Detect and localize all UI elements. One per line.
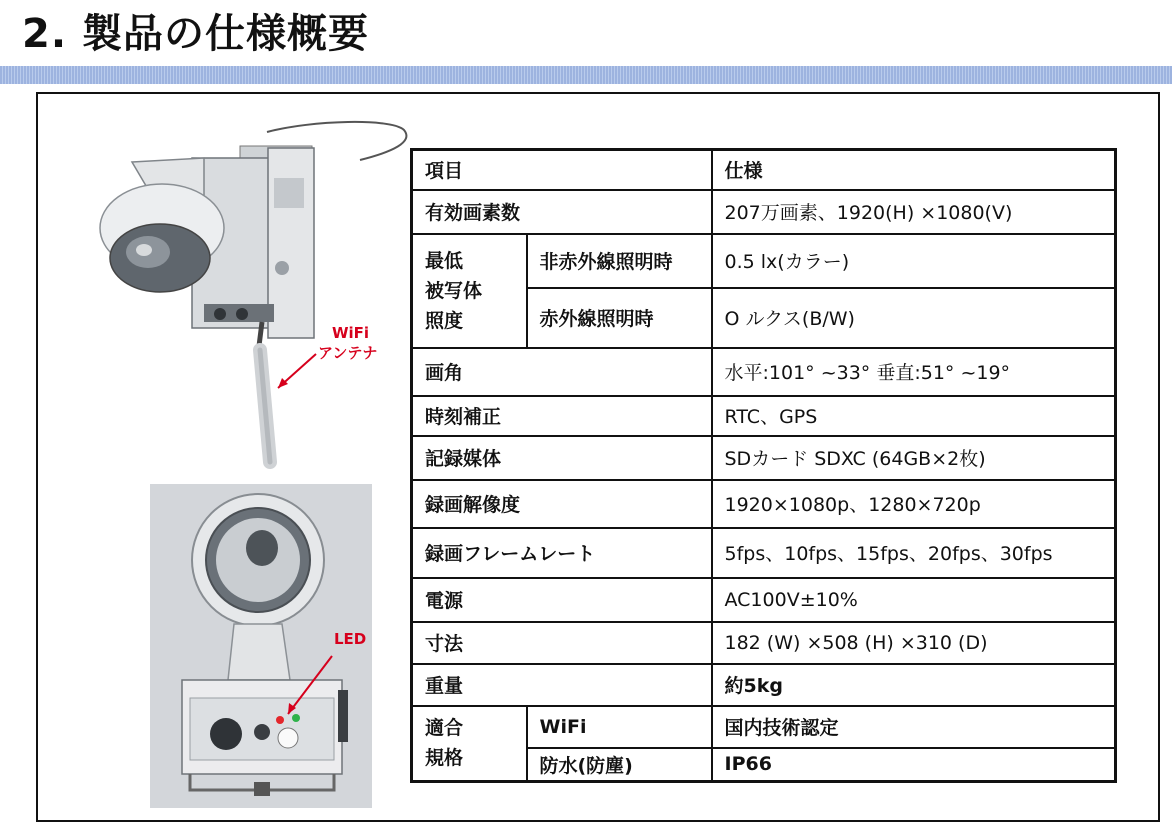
- row-label: 有効画素数: [412, 190, 712, 234]
- wifi-callout-label-line2: アンテナ: [318, 344, 378, 362]
- row-label: 重量: [412, 664, 712, 706]
- table-row: [412, 528, 1116, 578]
- row-label: 画角: [412, 348, 712, 396]
- row-value: O ルクス(B/W): [712, 288, 1116, 348]
- row-value: IP66: [712, 748, 1116, 782]
- spec-table: [410, 148, 1117, 783]
- illumination-label: [412, 234, 527, 348]
- table-row: [412, 664, 1116, 706]
- table-row: [412, 190, 1116, 234]
- row-value: 207万画素、1920(H) ×1080(V): [712, 190, 1116, 234]
- table-header-row: [412, 150, 1116, 190]
- page-title: 2. 製品の仕様概要: [22, 11, 369, 57]
- table-row: [412, 480, 1116, 528]
- row-value: RTC、GPS: [712, 396, 1116, 436]
- row-sublabel: 赤外線照明時: [527, 288, 712, 348]
- table-row: [412, 436, 1116, 480]
- standards-label-line2: 規格: [425, 747, 464, 770]
- row-label: 寸法: [412, 622, 712, 664]
- row-value: 国内技術認定: [712, 706, 1116, 748]
- row-value: 約5kg: [712, 664, 1116, 706]
- row-value: 0.5 lx(カラー): [712, 234, 1116, 288]
- row-label: 電源: [412, 578, 712, 622]
- row-value: 1920×1080p、1280×720p: [712, 480, 1116, 528]
- table-row: [412, 622, 1116, 664]
- row-value: 5fps、10fps、15fps、20fps、30fps: [712, 528, 1116, 578]
- row-label: 記録媒体: [412, 436, 712, 480]
- standards-label: [412, 706, 527, 782]
- table-row: [412, 578, 1116, 622]
- row-sublabel: 非赤外線照明時: [527, 234, 712, 288]
- table-row: [412, 706, 1116, 748]
- row-value: 水平:101° ~33° 垂直:51° ~19°: [712, 348, 1116, 396]
- row-value: 182 (W) ×508 (H) ×310 (D): [712, 622, 1116, 664]
- table-row: [412, 396, 1116, 436]
- illumination-label-line2: 被写体: [425, 279, 483, 302]
- wifi-callout-label-line1: WiFi: [332, 324, 370, 342]
- row-label: 録画解像度: [412, 480, 712, 528]
- row-value: AC100V±10%: [712, 578, 1116, 622]
- row-label: 時刻補正: [412, 396, 712, 436]
- row-value: SDカード SDXC (64GB×2枚): [712, 436, 1116, 480]
- led-callout-label: LED: [334, 630, 367, 648]
- illumination-label-line3: 照度: [425, 309, 464, 332]
- camera-illustration: [92, 118, 422, 478]
- row-label: 録画フレームレート: [412, 528, 712, 578]
- title-divider-band: [0, 66, 1172, 84]
- table-row: [412, 234, 1116, 288]
- header-item: 項目: [412, 150, 712, 190]
- table-row: [412, 348, 1116, 396]
- standards-label-line1: 適合: [425, 717, 464, 740]
- header-spec: 仕様: [712, 150, 1116, 190]
- row-sublabel: WiFi: [527, 706, 712, 748]
- row-sublabel: 防水(防塵): [527, 748, 712, 782]
- illumination-label-line1: 最低: [425, 249, 464, 272]
- camera-photo-top: [92, 118, 422, 478]
